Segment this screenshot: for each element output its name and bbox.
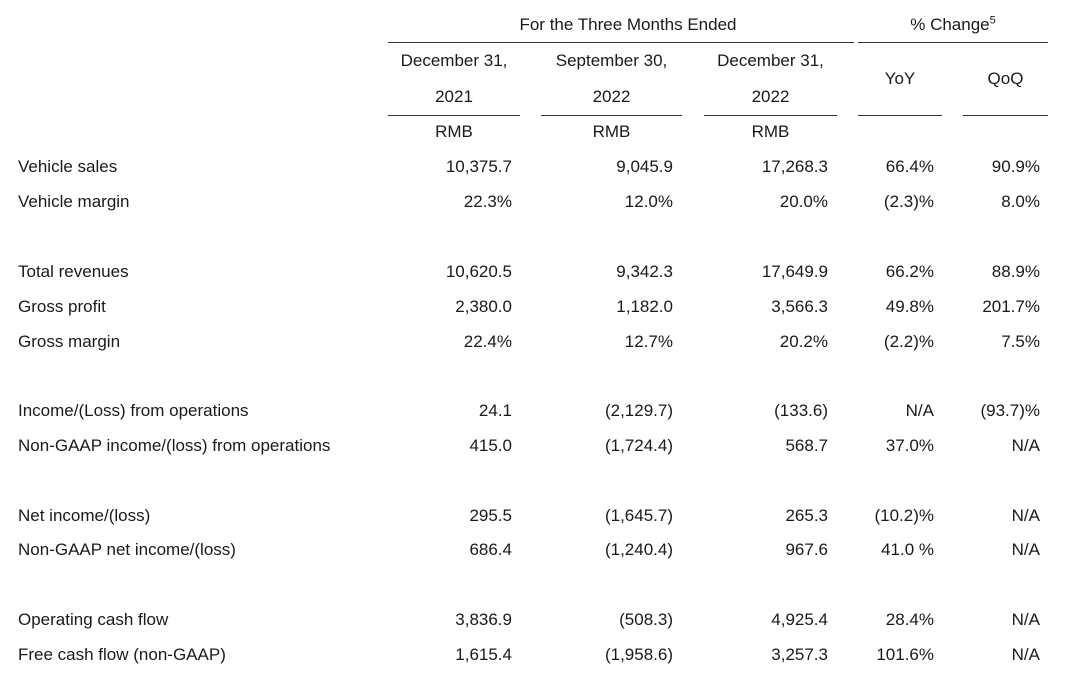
rule-col-dec-2021	[388, 115, 520, 116]
col-currency-sep-2022: RMB	[592, 122, 631, 141]
col-header-dec-2021-line1: December 31,	[400, 51, 508, 70]
cell-non-gaap-net-income-qoq: N/A	[1011, 540, 1040, 559]
cell-net-income-qoq: N/A	[1011, 506, 1040, 525]
cell-free-cash-flow-dec-2021: 1,615.4	[455, 645, 512, 664]
rule-col-yoy	[858, 115, 942, 116]
cell-gross-profit-yoy: 49.8%	[885, 297, 934, 316]
row-label-total-revenues: Total revenues	[18, 262, 129, 281]
row-label-non-gaap-net-income: Non-GAAP net income/(loss)	[18, 540, 236, 559]
cell-vehicle-margin-qoq: 8.0%	[1001, 192, 1040, 211]
cell-gross-margin-yoy: (2.2)%	[883, 332, 934, 351]
cell-total-revenues-dec-2021: 10,620.5	[445, 262, 512, 281]
cell-net-income-sep-2022: (1,645.7)	[604, 506, 673, 525]
cell-vehicle-sales-yoy: 66.4%	[885, 157, 934, 176]
cell-non-gaap-income-from-operations-dec-2022: 568.7	[785, 436, 828, 455]
row-label-gross-margin: Gross margin	[18, 332, 121, 351]
col-header-yoy: YoY	[884, 69, 916, 88]
col-currency-dec-2022: RMB	[751, 122, 790, 141]
cell-vehicle-sales-dec-2022: 17,268.3	[761, 157, 828, 176]
cell-gross-profit-dec-2021: 2,380.0	[455, 297, 512, 316]
cell-vehicle-sales-dec-2021: 10,375.7	[445, 157, 512, 176]
cell-gross-profit-dec-2022: 3,566.3	[771, 297, 828, 316]
cell-vehicle-margin-dec-2021: 22.3%	[463, 192, 512, 211]
rule-percent-change	[858, 42, 1048, 43]
rule-col-qoq	[963, 115, 1048, 116]
cell-non-gaap-income-from-operations-yoy: 37.0%	[885, 436, 934, 455]
header-percent-change	[858, 15, 1048, 35]
rule-three-months	[388, 42, 854, 43]
row-label-free-cash-flow: Free cash flow (non-GAAP)	[18, 645, 226, 664]
cell-net-income-dec-2022: 265.3	[785, 506, 828, 525]
cell-income-from-operations-sep-2022: (2,129.7)	[604, 401, 673, 420]
row-label-operating-cash-flow: Operating cash flow	[18, 610, 169, 629]
row-label-vehicle-sales: Vehicle sales	[18, 157, 118, 176]
cell-free-cash-flow-sep-2022: (1,958.6)	[604, 645, 673, 664]
footnote-marker: 5	[989, 14, 996, 27]
cell-free-cash-flow-qoq: N/A	[1011, 645, 1040, 664]
col-header-sep-2022-line2: 2022	[592, 87, 631, 106]
col-header-dec-2022-line1: December 31,	[717, 51, 824, 70]
cell-income-from-operations-dec-2022: (133.6)	[774, 401, 828, 420]
cell-total-revenues-yoy: 66.2%	[885, 262, 934, 281]
cell-total-revenues-dec-2022: 17,649.9	[761, 262, 828, 281]
row-label-net-income: Net income/(loss)	[18, 506, 151, 525]
cell-net-income-dec-2021: 295.5	[469, 506, 512, 525]
col-header-qoq: QoQ	[987, 69, 1024, 88]
header-three-months-ended: For the Three Months Ended	[519, 15, 737, 34]
cell-operating-cash-flow-dec-2021: 3,836.9	[455, 610, 512, 629]
cell-vehicle-sales-qoq: 90.9%	[991, 157, 1040, 176]
cell-non-gaap-net-income-dec-2021: 686.4	[469, 540, 512, 559]
cell-gross-margin-qoq: 7.5%	[1001, 332, 1040, 351]
row-label-vehicle-margin: Vehicle margin	[18, 192, 130, 211]
cell-gross-margin-dec-2021: 22.4%	[463, 332, 512, 351]
cell-non-gaap-net-income-sep-2022: (1,240.4)	[604, 540, 673, 559]
header-percent-change-label: % Change	[910, 15, 990, 34]
cell-non-gaap-net-income-dec-2022: 967.6	[785, 540, 828, 559]
row-label-income-from-operations: Income/(Loss) from operations	[18, 401, 249, 420]
col-header-dec-2022-line2: 2022	[751, 87, 790, 106]
cell-operating-cash-flow-qoq: N/A	[1011, 610, 1040, 629]
cell-gross-margin-dec-2022: 20.2%	[779, 332, 828, 351]
cell-vehicle-margin-yoy: (2.3)%	[883, 192, 934, 211]
cell-vehicle-sales-sep-2022: 9,045.9	[616, 157, 673, 176]
col-header-sep-2022-line1: September 30,	[555, 51, 668, 70]
cell-vehicle-margin-dec-2022: 20.0%	[779, 192, 828, 211]
cell-gross-profit-sep-2022: 1,182.0	[616, 297, 673, 316]
cell-operating-cash-flow-yoy: 28.4%	[885, 610, 934, 629]
cell-operating-cash-flow-sep-2022: (508.3)	[619, 610, 673, 629]
cell-free-cash-flow-dec-2022: 3,257.3	[771, 645, 828, 664]
cell-non-gaap-net-income-yoy: 41.0 %	[881, 540, 934, 559]
row-label-gross-profit: Gross profit	[18, 297, 106, 316]
cell-gross-profit-qoq: 201.7%	[982, 297, 1040, 316]
col-header-dec-2021-line2: 2021	[435, 87, 473, 106]
cell-income-from-operations-qoq: (93.7)%	[980, 401, 1040, 420]
cell-income-from-operations-dec-2021: 24.1	[478, 401, 512, 420]
cell-non-gaap-income-from-operations-qoq: N/A	[1011, 436, 1040, 455]
cell-total-revenues-qoq: 88.9%	[991, 262, 1040, 281]
cell-non-gaap-income-from-operations-sep-2022: (1,724.4)	[604, 436, 673, 455]
rule-col-dec-2022	[704, 115, 837, 116]
col-currency-dec-2021: RMB	[435, 122, 473, 141]
rule-col-sep-2022	[541, 115, 682, 116]
cell-total-revenues-sep-2022: 9,342.3	[616, 262, 673, 281]
cell-operating-cash-flow-dec-2022: 4,925.4	[771, 610, 828, 629]
cell-gross-margin-sep-2022: 12.7%	[624, 332, 673, 351]
row-label-non-gaap-income-from-operations: Non-GAAP income/(loss) from operations	[18, 436, 331, 455]
cell-income-from-operations-yoy: N/A	[905, 401, 934, 420]
cell-free-cash-flow-yoy: 101.6%	[876, 645, 934, 664]
cell-vehicle-margin-sep-2022: 12.0%	[624, 192, 673, 211]
cell-non-gaap-income-from-operations-dec-2021: 415.0	[469, 436, 512, 455]
cell-net-income-yoy: (10.2)%	[874, 506, 934, 525]
